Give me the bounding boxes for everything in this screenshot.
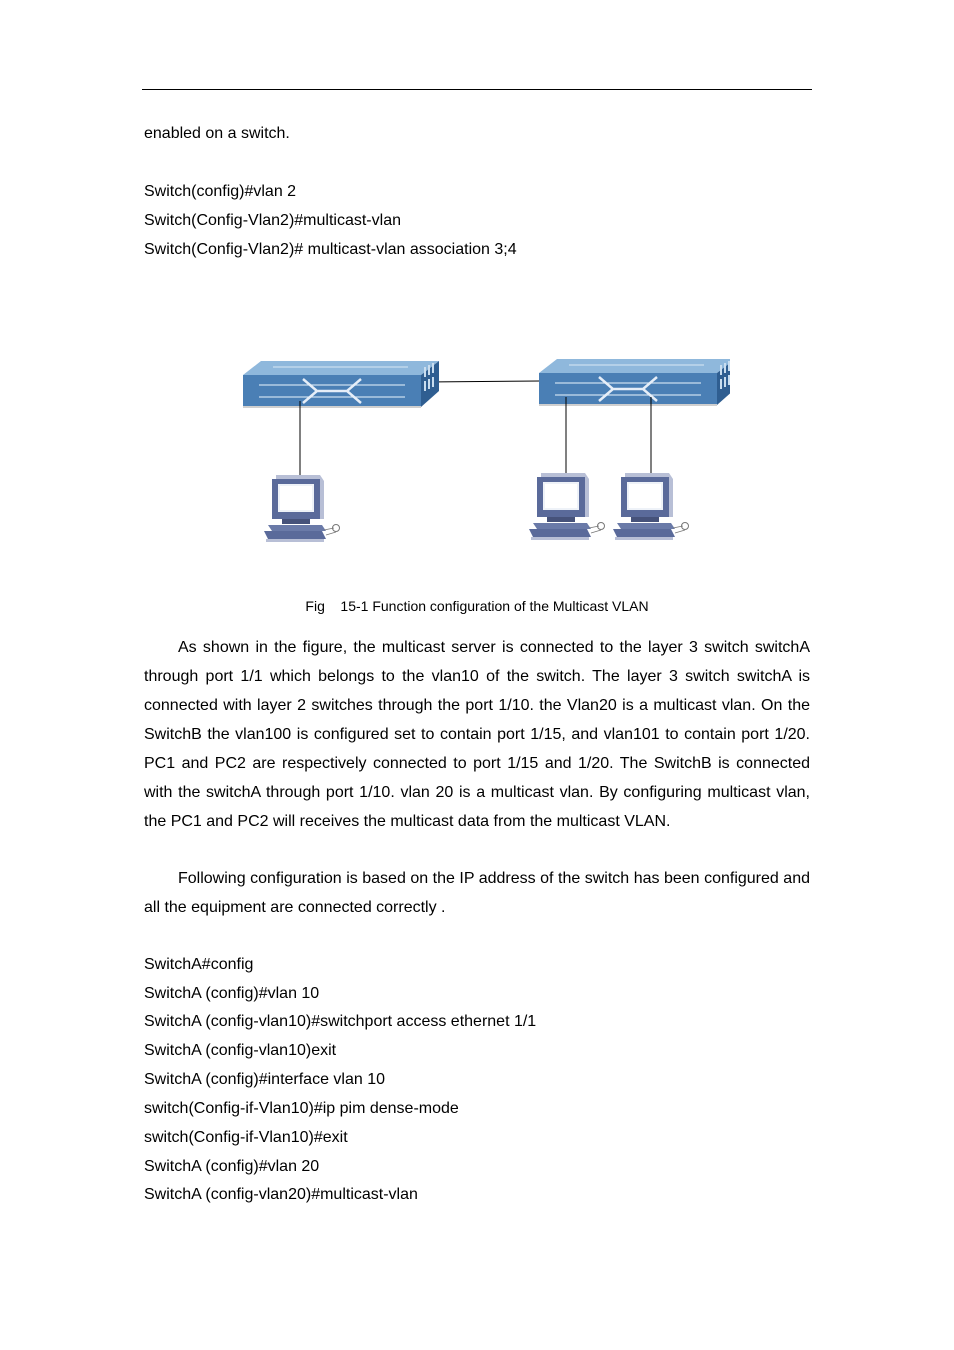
pc1-icon xyxy=(529,473,605,540)
body-paragraph: Following configuration is based on the IP address of the switch has been configured and all the equipment are connected correctly . xyxy=(144,870,810,916)
code-line: switch(Config-if-Vlan10)#ip pim dense-mode xyxy=(144,1100,459,1117)
network-diagram xyxy=(230,345,730,555)
code-line: SwitchA (config)#interface vlan 10 xyxy=(144,1071,386,1088)
figure-caption: Fig 15-1 Function configuration of the Multicast VLAN xyxy=(305,598,649,614)
header-rule xyxy=(142,89,812,90)
multicast-server-pc-icon xyxy=(264,475,340,542)
pc2-icon xyxy=(613,473,689,540)
code-line: Switch(Config-Vlan2)#multicast-vlan xyxy=(144,212,401,229)
code-line: SwitchA (config)#vlan 10 xyxy=(144,985,320,1002)
switch-b-icon xyxy=(539,359,730,405)
code-line: Switch(config)#vlan 2 xyxy=(144,183,297,200)
code-line: switch(Config-if-Vlan10)#exit xyxy=(144,1129,348,1146)
body-paragraph: As shown in the figure, the multicast server is connected to the layer 3 switch switchA through port 1/1 which belongs to the vlan10 of the switch. The layer 3 switch switchA is connected with layer 2 switches through the port 1/10. the Vlan20 is a multicast vlan. On the SwitchB the vlan100 is configured set to contain port 1/15, and vlan101 to contain port 1/20. PC1 and PC2 are respectively connected to port 1/15 and 1/20. The SwitchB is connected with the switchA through port 1/10. vlan 20 is a multicast vlan. By configuring multicast vlan, the PC1 and PC2 will receives the multicast data from the multicast VLAN. xyxy=(144,639,810,830)
code-line: SwitchA (config-vlan10)exit xyxy=(144,1042,337,1059)
intro-line: enabled on a switch. xyxy=(144,125,290,142)
code-line: SwitchA (config-vlan10)#switchport access ethernet 1/1 xyxy=(144,1013,537,1030)
code-line: Switch(Config-Vlan2)# multicast-vlan association 3;4 xyxy=(144,241,517,258)
code-line: SwitchA#config xyxy=(144,956,254,973)
code-line: SwitchA (config)#vlan 20 xyxy=(144,1158,320,1175)
switch-a-icon xyxy=(243,361,439,407)
code-line: SwitchA (config-vlan20)#multicast-vlan xyxy=(144,1186,418,1203)
